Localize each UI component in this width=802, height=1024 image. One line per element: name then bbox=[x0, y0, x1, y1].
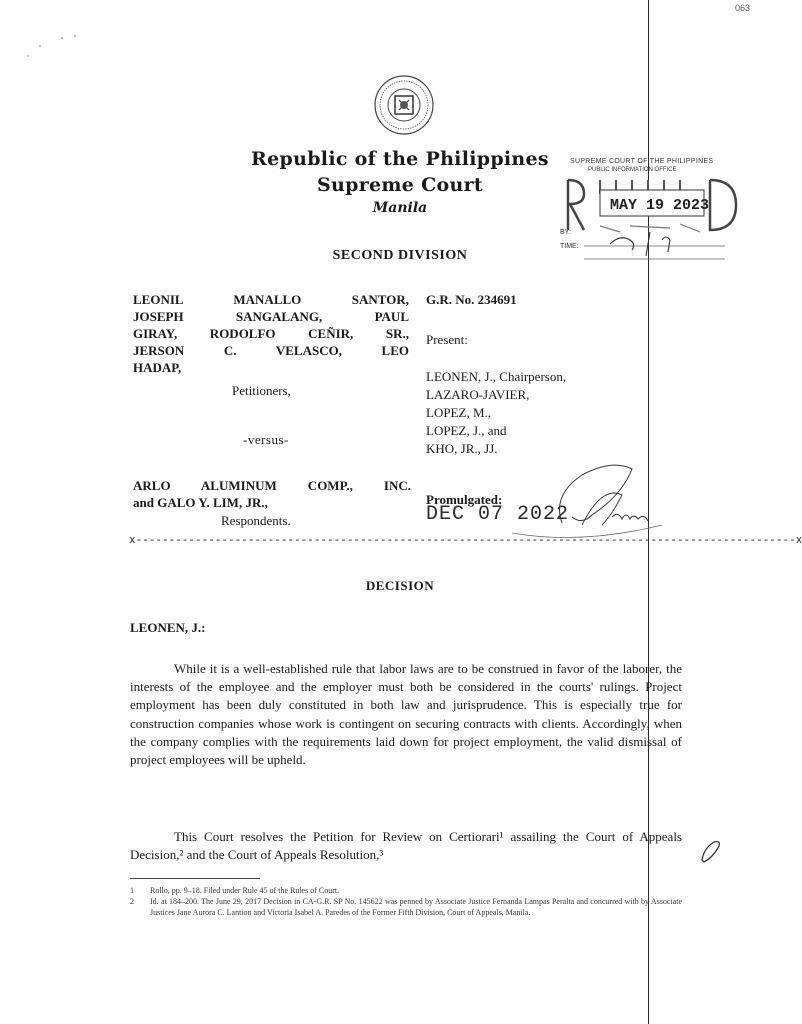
petitioner-line: LEONIL MANALLO SANTOR, bbox=[133, 292, 409, 307]
caption-separator: x----------------------------------------------------------------------------------------------------x bbox=[129, 535, 802, 547]
division-heading: SECOND DIVISION bbox=[332, 248, 468, 263]
stamp-by-label: BY: bbox=[560, 229, 571, 236]
footnote-mark: 2 bbox=[130, 897, 134, 906]
petitioners-label: Petitioners, bbox=[232, 383, 291, 398]
justice-line: LAZARO-JAVIER, bbox=[426, 387, 530, 402]
gr-number: G.R. No. 234691 bbox=[426, 292, 517, 307]
signature-icon bbox=[552, 455, 662, 545]
republic-heading: Republic of the Philippines bbox=[251, 148, 549, 170]
paragraph-2: This Court resolves the Petition for Review on Certiorari¹ assailing the Court of Appeals Decision,² and the Court of Appeals Resolution,³ bbox=[130, 829, 682, 863]
justice-line: KHO, JR., JJ. bbox=[426, 441, 498, 456]
footnote-text: Rollo, pp. 9–18. Filed under Rule 45 of the Rules of Court. bbox=[150, 886, 340, 895]
versus-label: -versus- bbox=[243, 432, 289, 447]
present-label: Present: bbox=[426, 332, 468, 347]
stamp-received-date: MAY 19 2023 bbox=[610, 197, 710, 214]
footnote-text: Id. at 184–200. The June 29, 2017 Decision in CA-G.R. SP No. 145622 was penned by Associate Justice Fernanda Lampas Peralta and concurred with by Associate Justices Jane Aurora C. Lantion and Victoria Isabel A. Paredes of the Former Fifth Division, Court of Appeals, Manila. bbox=[150, 897, 682, 917]
stamp-time-label: TIME: bbox=[560, 243, 579, 250]
ponente: LEONEN, J.: bbox=[130, 620, 206, 635]
respondent-line: and GALO Y. LIM, JR., bbox=[133, 495, 268, 510]
promulgated-label: Promulgated: bbox=[426, 492, 503, 507]
pen-mark-icon bbox=[698, 838, 726, 866]
stamp-org-line1: SUPREME COURT OF THE PHILIPPINES bbox=[570, 158, 714, 165]
city-heading: Manila bbox=[372, 200, 428, 216]
footnote bbox=[130, 885, 682, 896]
justice-line bbox=[426, 368, 566, 386]
stamp-handwriting-icon bbox=[580, 230, 730, 260]
petitioner-line: JERSON C. VELASCO, LEO bbox=[133, 343, 409, 358]
promulgated-date: DEC 07 2022 bbox=[426, 503, 570, 526]
court-heading: Supreme Court bbox=[316, 174, 484, 196]
paragraph-1: While it is a well-established rule that labor laws are to be construed in favor of the laborer, the interests of the employee and the employer must both be considered in the courts' rulings. Project employment has been duly constituted in both law and jurisprudence. This is especially true for construction companies whose work is contingent on securing contracts with clients. Accordingly, when the company complies with the requirements laid down for project employment, the valid dismissal of project employees will be upheld. bbox=[130, 661, 682, 768]
footnote-rule bbox=[130, 878, 260, 879]
footnote-mark: 1 bbox=[130, 886, 134, 895]
justice-leonen: LEONEN, J., Chairperson, bbox=[426, 369, 567, 384]
supreme-court-seal-icon bbox=[373, 74, 435, 136]
stamp-org-line2: PUBLIC INFORMATION OFFICE bbox=[588, 167, 677, 173]
petitioner-line: GIRAY, RODOLFO CEÑIR, SR., bbox=[133, 326, 409, 341]
respondent-line: ARLO ALUMINUM COMP., INC. bbox=[133, 478, 411, 493]
decision-title: DECISION bbox=[365, 578, 435, 593]
footnote bbox=[130, 896, 682, 918]
petitioner-line: HADAP, bbox=[133, 360, 182, 375]
scan-specks bbox=[20, 20, 80, 60]
respondents-label: Respondents. bbox=[221, 513, 291, 528]
justice-line: LOPEZ, J., and bbox=[426, 423, 507, 438]
petitioner-line: JOSEPH SANGALANG, PAUL bbox=[133, 309, 409, 324]
page-marker: 063 bbox=[734, 3, 750, 13]
justice-line: LOPEZ, M., bbox=[426, 405, 491, 420]
